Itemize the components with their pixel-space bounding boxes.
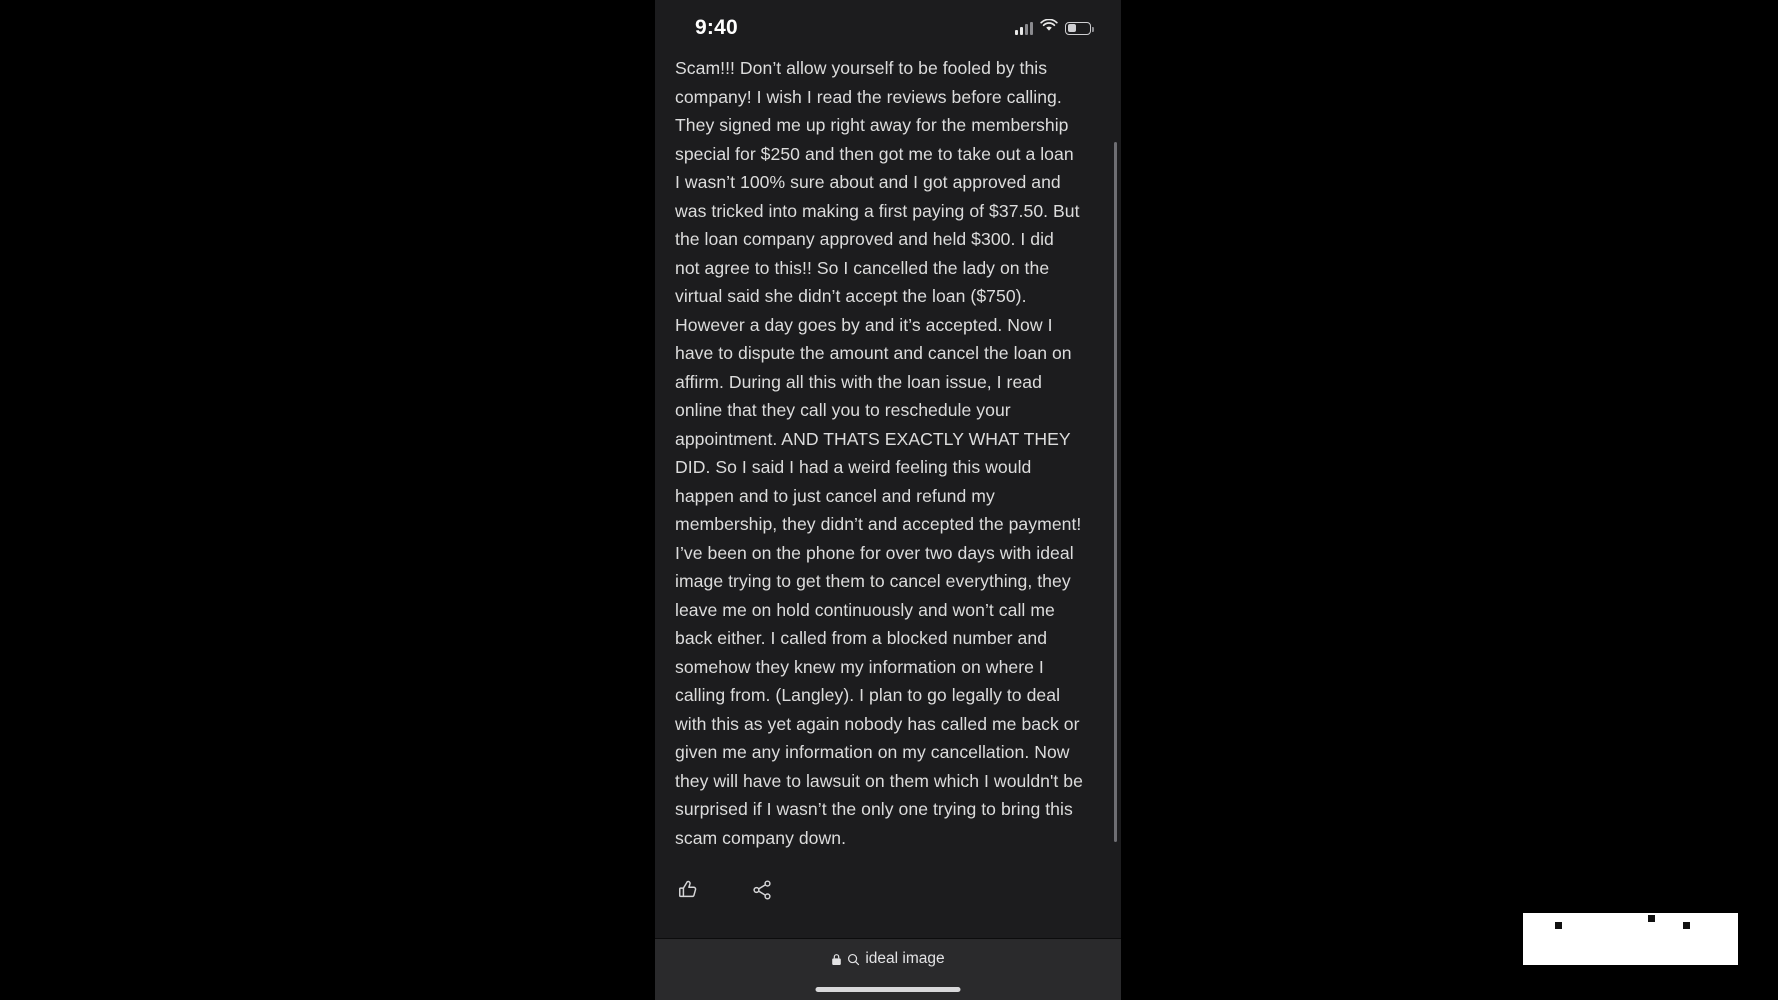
lock-icon (831, 953, 842, 966)
phone-viewport (655, 0, 1121, 1000)
overlay-dot (1555, 922, 1562, 929)
cellular-signal-icon (1015, 22, 1033, 35)
battery-icon (1065, 22, 1091, 35)
home-indicator[interactable] (816, 987, 961, 992)
overlay-dot (1648, 915, 1655, 922)
review-text: Scam!!! Don’t allow yourself to be fooled by this company! I wish I read the reviews before calling. They signed me up right away for the membership special for $250 and then got me to take out a loan I wasn’t 100% sure about and I got approved and was tricked into making a first paying of $37.50. But the loan company approved and held $300. I did not agree to this!! So I cancelled the lady on the virtual said she didn’t accept the loan ($750). However a day goes by and it’s accepted. Now I have to dispute the amount and cancel the loan on affirm. During all this with the loan issue, I read online that they call you to reschedule your appointment. AND THATS EXACTLY WHAT THEY DID. So I said I had a weird feeling this would happen and to just cancel and refund my membership, they didn’t and accepted the payment! I’ve been on the phone for over two days with ideal image trying to get them to cancel everything, they leave me on hold continuously and won’t call me back either. I called from a blocked number and somehow they knew my information on where I calling from. (Langley). I plan to go legally to deal with this as yet again nobody has called me back or given me any information on my cancellation. Now they will have to lawsuit on them which I wouldn't be surprised if I wasn’t the only one trying to bring this scam company down. (675, 58, 1088, 848)
overlay-dot (1683, 922, 1690, 929)
search-icon (847, 953, 860, 966)
browser-bottom-bar (655, 938, 1121, 1000)
address-bar-text: ideal image (865, 950, 945, 967)
wifi-icon (1040, 19, 1058, 37)
status-time: 9:40 (695, 16, 738, 39)
scrollbar[interactable] (1114, 142, 1117, 842)
address-bar[interactable] (655, 939, 1121, 979)
overlay-panel (1523, 913, 1738, 965)
status-bar (655, 0, 1121, 56)
status-icons (1015, 19, 1091, 37)
review-content (655, 56, 1121, 939)
thumbs-up-icon[interactable] (675, 877, 701, 903)
action-row (675, 877, 775, 903)
share-icon[interactable] (749, 877, 775, 903)
